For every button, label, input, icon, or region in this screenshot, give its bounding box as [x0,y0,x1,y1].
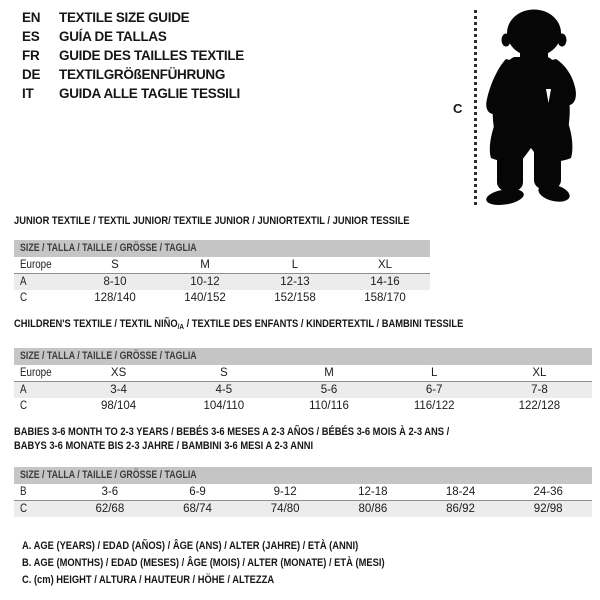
language-code: ES [22,29,40,44]
size-cell: M [200,259,210,271]
language-title-block [22,8,244,103]
height-cell: 68/74 [183,503,212,515]
age-cell: 6-7 [425,384,443,396]
size-cell: S [111,259,119,271]
row-label-text: C [20,292,28,304]
row-label [14,484,66,500]
age-cell: 3-6 [101,486,119,498]
age-cell: 5-6 [320,384,338,396]
table-row-age [14,382,592,398]
childrens-textile-table [14,318,592,414]
language-code: IT [22,86,34,101]
size-cell: L [431,367,438,379]
height-cell: 104/110 [203,400,245,412]
age-cell: 14-16 [370,276,400,288]
row-label [14,382,66,398]
note-height-cm [22,572,449,589]
size-cell: L [291,259,299,271]
row-label-text: Europe [20,259,52,271]
size-cell: M [324,367,334,379]
age-cell: 7-8 [531,384,548,396]
height-cell: 62/68 [95,503,125,515]
size-header-text: SIZE / TALLA / TAILLE / GRÖSSE / TAGLIA [20,242,197,254]
table-title-text [14,318,463,331]
table-row-europe [14,257,430,274]
age-cell: 12-18 [358,486,388,498]
height-cell: 128/140 [94,292,136,304]
height-cell: 122/128 [518,400,561,412]
row-label [14,501,66,517]
row-label-text: A [20,276,27,288]
size-header-band [14,467,592,484]
size-cell: XL [532,367,547,379]
title-suffix: / TEXTILE DES ENFANTS / KINDERTEXTIL / BAMBINI TESSILE [183,318,464,330]
language-row-it [22,84,244,103]
height-cell: 140/152 [184,292,226,304]
age-cell: 3-4 [110,384,127,396]
row-label-text: B [20,486,27,498]
table-row-age [14,274,430,290]
note-text: C. (cm) HEIGHT / ALTURA / HAUTEUR / HÖHE / ALTEZZA [22,574,275,586]
age-cell: 4-5 [215,384,233,396]
language-title: TEXTILE SIZE GUIDE [59,10,190,25]
row-label [14,257,70,273]
table-row-height [14,501,592,517]
language-code: DE [22,67,41,82]
toddler-silhouette [484,9,578,207]
table-row-europe [14,365,592,382]
legend-notes [22,538,449,589]
age-cell: 9-12 [273,486,297,498]
language-title: GUÍA DE TALLAS [59,29,167,44]
title-prefix: CHILDREN'S TEXTILE / TEXTIL NIÑO [14,318,178,330]
language-title: TEXTILGRÖßENFÜHRUNG [59,67,226,82]
age-cell: 10-12 [190,276,220,288]
age-cell: 6-9 [189,486,206,498]
babies-textile-table [14,425,592,517]
language-row-fr [22,46,244,65]
note-age-years [22,538,449,555]
height-cell: 92/98 [533,503,563,515]
row-label [14,398,66,414]
size-cell: S [219,367,228,379]
table-title-text: JUNIOR TEXTILE / TEXTIL JUNIOR/ TEXTILE JUNIOR / JUNIORTEXTIL / JUNIOR TESSILE [14,215,410,227]
size-header-text: SIZE / TALLA / TAILLE / GRÖSSE / TAGLIA [20,350,197,362]
height-cell: 86/92 [446,503,475,515]
language-row-en [22,8,244,27]
language-title: GUIDE DES TAILLES TEXTILE [59,48,245,63]
table-row-age-months [14,484,592,501]
height-cell: 80/86 [358,503,388,515]
note-age-months [22,555,449,572]
note-text: A. AGE (YEARS) / EDAD (AÑOS) / ÂGE (ANS) / ALTER (JAHRE) / ETÀ (ANNI) [22,540,359,552]
language-code: FR [22,48,40,63]
row-label-text: C [20,400,28,412]
age-cell: 8-10 [103,276,127,288]
table-title [14,318,592,331]
table-title-text: BABIES 3-6 MONTH TO 2-3 YEARS / BEBÉS 3-6 MESES A 2-3 AÑOS / BÉBÉS 3-6 MOIS À 2-3 ANS / [14,426,450,438]
language-row-de [22,65,244,84]
note-text: B. AGE (MONTHS) / EDAD (MESES) / ÂGE (MOIS) / ALTER (MONATE) / ETÀ (MESI) [22,557,385,569]
height-cell: 110/116 [309,400,349,412]
table-title-line2 [14,439,592,453]
table-title-text: BABYS 3-6 MONATE BIS 2-3 JAHRE / BAMBINI 3-6 MESI A 2-3 ANNI [14,440,314,452]
size-cell: XL [377,259,393,271]
table-title [14,215,430,227]
size-cell: XS [110,367,127,379]
height-cell: 98/104 [101,400,137,412]
age-cell: 18-24 [445,486,476,498]
height-measure-dashed-line [474,10,477,208]
title-subscript: /A [177,322,184,331]
language-row-es [22,27,244,46]
junior-textile-table [14,215,430,306]
row-label [14,290,70,306]
height-cell: 74/80 [270,503,300,515]
height-cell: 116/122 [413,400,455,412]
language-title: GUIDA ALLE TAGLIE TESSILI [59,86,240,101]
size-header-band [14,240,430,257]
height-measure-label: C [453,101,463,116]
row-label-text: C [20,503,28,515]
age-cell: 24-36 [533,486,563,498]
table-title-line1 [14,425,592,439]
age-cell: 12-13 [280,276,310,288]
table-row-height [14,290,430,306]
size-header-text: SIZE / TALLA / TAILLE / GRÖSSE / TAGLIA [20,469,197,481]
row-label [14,274,70,290]
height-cell: 152/158 [274,292,316,304]
row-label-text: A [20,384,27,396]
row-label-text: Europe [20,367,52,379]
height-cell: 158/170 [364,292,406,304]
language-code: EN [22,10,41,25]
table-row-height [14,398,592,414]
row-label [14,365,66,381]
size-header-band [14,348,592,365]
